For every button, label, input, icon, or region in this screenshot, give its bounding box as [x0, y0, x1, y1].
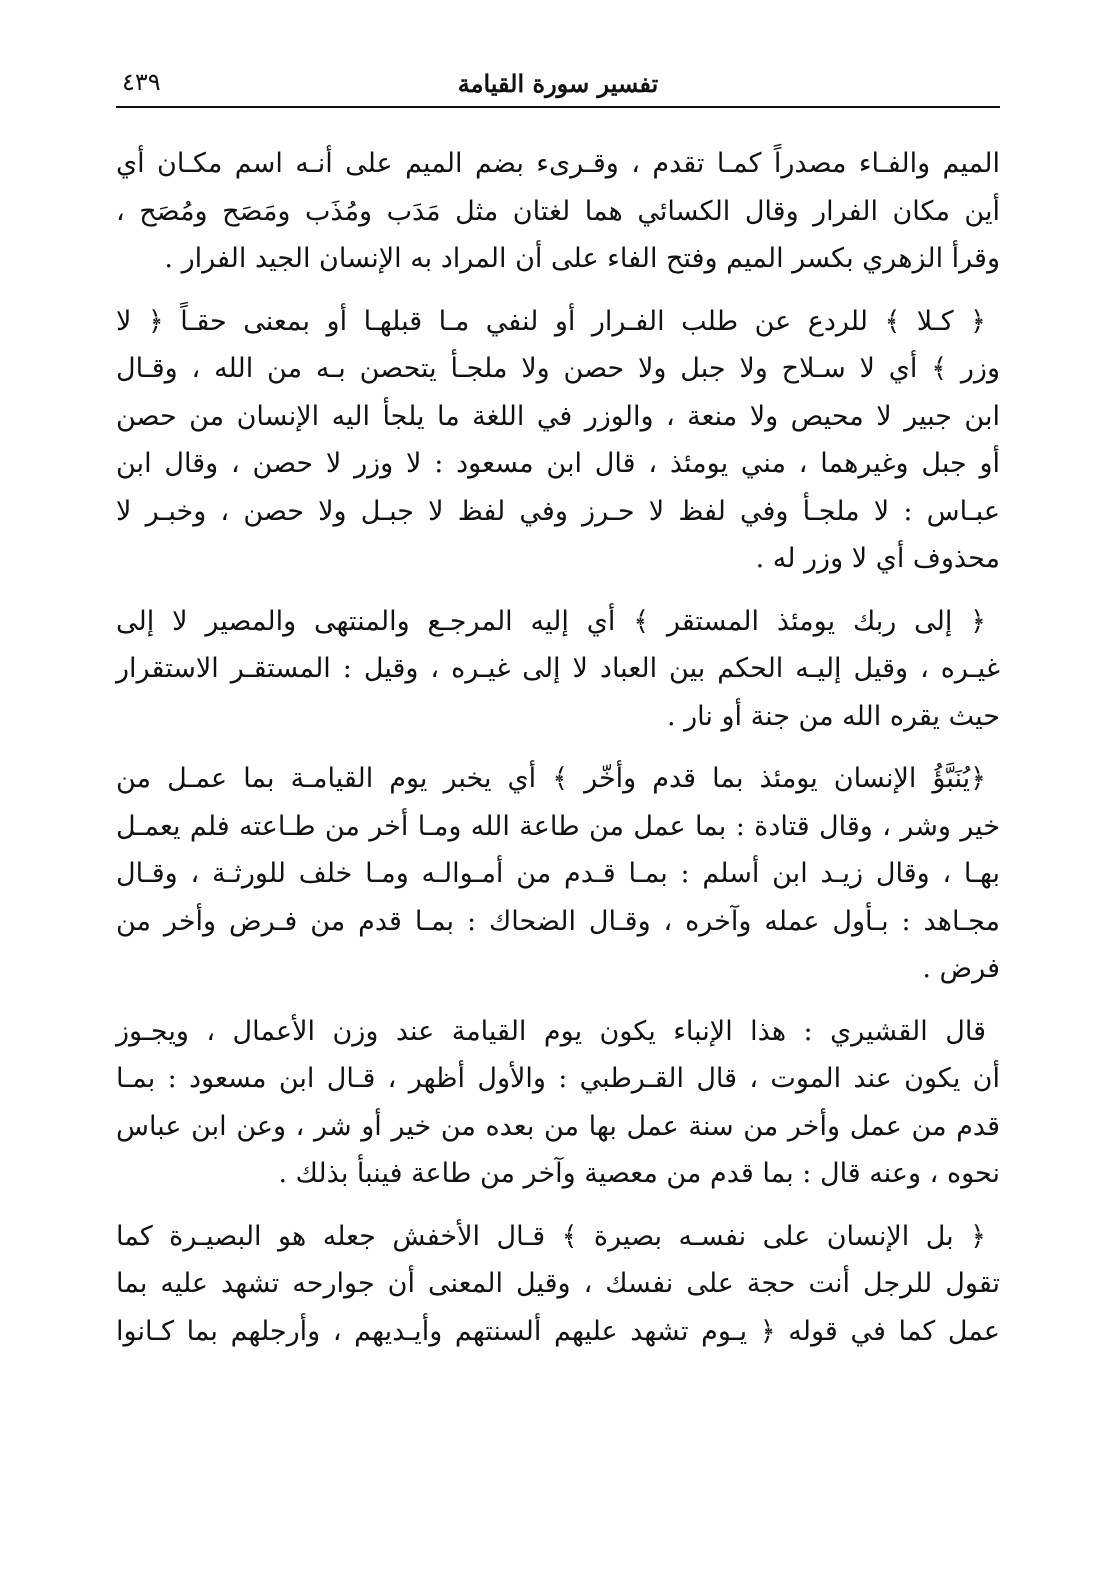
text-line: فرض . — [922, 953, 1000, 984]
text-line: محذوف أي لا وزر له . — [755, 543, 1000, 574]
page-title: تفسير سورة القيامة — [457, 69, 659, 98]
text-line: وقرأ الزهري بكسر الميم وفتح الفاء على أن المراد به الإنسان الجيد الفرار . — [164, 243, 1000, 274]
paragraph — [116, 1008, 1000, 1198]
text-line: خير وشر ، وقال قتادة : بما عمل من طاعة الله ومـا أخر من طـاعته فلم يعمـل — [116, 810, 1000, 842]
body-text — [116, 140, 1000, 1370]
text-line: الميم والفـاء مصدراً كمـا تقدم ، وقـرىء بضم الميم على أنـه اسم مكـان أي — [116, 148, 1000, 179]
text-line: أن يكون عند الموت ، قال القـرطبي : والأول أظهر ، قـال ابن مسعود : بمـا — [116, 1063, 1000, 1094]
paragraph — [116, 140, 1000, 283]
text-line: تقول للرجل أنت حجة على نفسك ، وقيل المعنى أن جوارحه تشهد عليه بما — [116, 1268, 1000, 1299]
page-number: ٤٣٩ — [122, 68, 161, 96]
text-line: أو جبل وغيرهما ، مني يومئذ ، قال ابن مسعود : لا وزر لا حصن ، وقال ابن — [116, 448, 1000, 479]
text-line: أين مكان الفرار وقال الكسائي هما لغتان مثل مَدَب ومُذَب ومَصَح ومُصَح ، — [116, 195, 1000, 227]
text-line: غيـره ، وقيل إليـه الحكم بين العباد لا إلى غيـره ، وقيل : المستقـر الاستقرار — [116, 653, 1000, 684]
text-line: ابن جبير لا محيص ولا منعة ، والوزر في اللغة ما يلجأ اليه الإنسان من حصن — [116, 400, 1000, 432]
text-line: ﴿ إلى ربك يومئذ المستقر ﴾ أي إليه المرجـع والمنتهى والمصير لا إلى — [116, 605, 986, 637]
text-line: مجـاهد : بـأول عمله وآخره ، وقـال الضحاك : بمـا قدم من فـرض وأخر من — [116, 905, 1000, 937]
paragraph — [116, 755, 1000, 993]
text-line: ﴿يُنَبَّؤُ الإنسان يومئذ بما قدم وأخّر ﴾ أي يخبر يوم القيامـة بما عمـل من — [116, 763, 986, 794]
text-line: بهـا ، وقال زيـد ابن أسلم : بمـا قـدم من أمـوالـه ومـا خلف للورثـة ، وقـال — [116, 858, 1000, 889]
paragraph — [116, 298, 1000, 583]
text-line: قدم من عمل وأخر من سنة عمل بها من بعده من خير أو شر ، وعن ابن عباس — [116, 1110, 1000, 1142]
running-header — [118, 62, 998, 106]
text-line: عمل كما في قوله ﴿ يـوم تشهد عليهم ألسنتهم وأيـديهم ، وأرجلهم بما كـانوا — [116, 1315, 1000, 1347]
text-line: نحوه ، وعنه قال : بما قدم من معصية وآخر من طاعة فينبأ بذلك . — [278, 1158, 1000, 1189]
paragraph — [116, 1213, 1000, 1356]
paragraph — [116, 598, 1000, 741]
text-line: قال القشيري : هذا الإنباء يكون يوم القيامة عند وزن الأعمال ، ويجـوز — [116, 1015, 986, 1047]
text-line: عبـاس : لا ملجـأ وفي لفظ لا حـرز وفي لفظ لا جبـل ولا حصن ، وخبـر لا — [116, 495, 1000, 527]
header-divider — [116, 106, 1000, 108]
text-line: وزر ﴾ أي لا سـلاح ولا جبل ولا حصن ولا ملجـأ يتحصن بـه من الله ، وقـال — [116, 353, 1000, 384]
text-line: حيث يقره الله من جنة أو نار . — [666, 700, 1000, 732]
text-line: ﴿ بل الإنسان على نفسـه بصيرة ﴾ قـال الأخفش جعله هو البصيـرة كما — [116, 1220, 986, 1252]
text-line: ﴿ كـلا ﴾ للردع عن طلب الفـرار أو لنفي مـا قبلهـا أو بمعنى حقـاً ﴿ لا — [116, 305, 986, 337]
